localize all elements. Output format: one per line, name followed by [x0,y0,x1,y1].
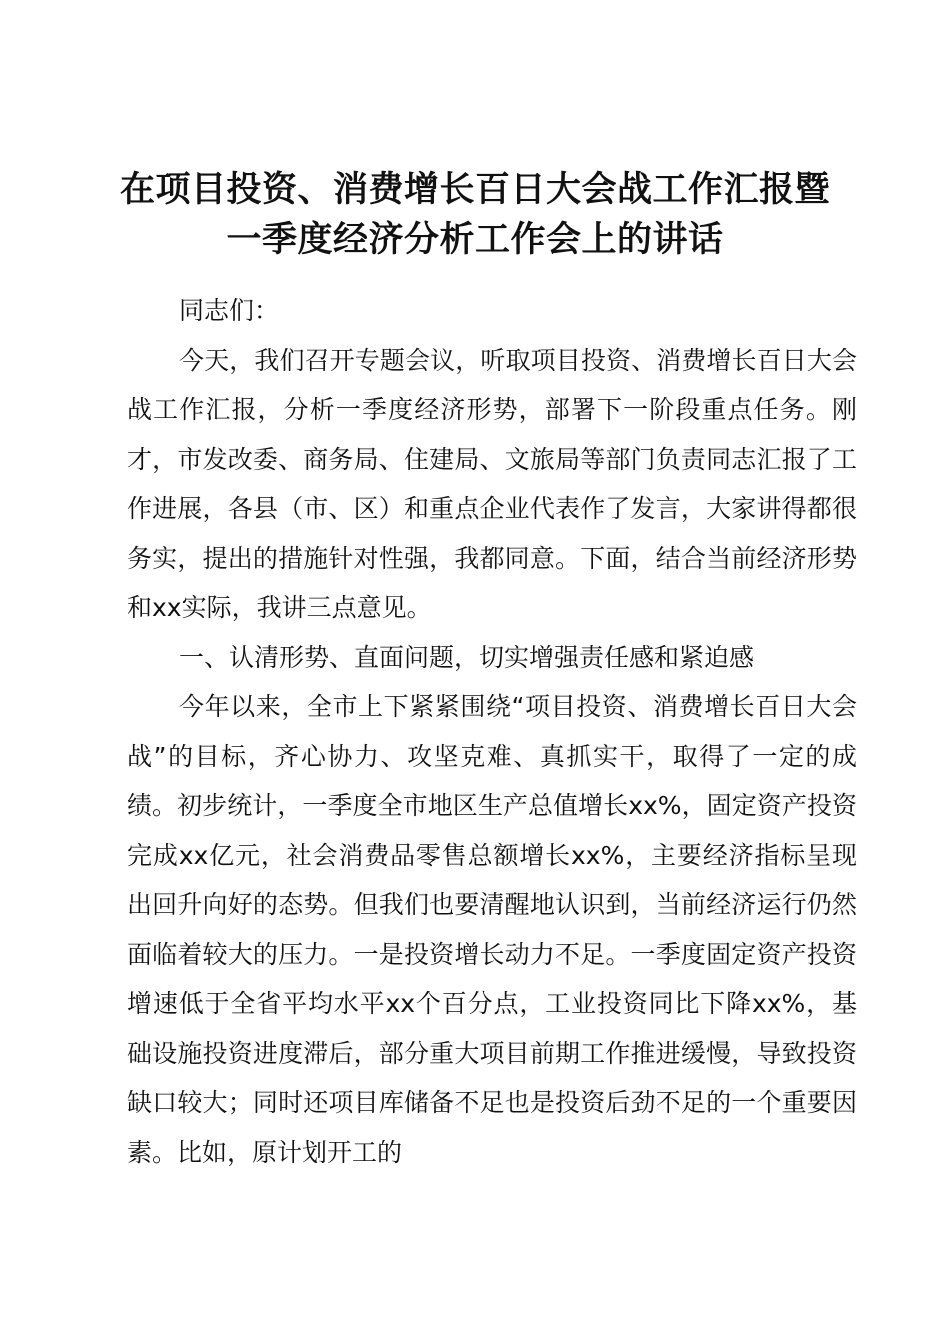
section-heading-1: 一、认清形势、直面问题，切实增强责任感和紧迫感 [179,642,755,672]
intro-paragraph: 今天，我们召开专题会议，听取项目投资、消费增长百日大会战工作汇报，分析一季度经济形势，部署下一阶段重点任务。刚才，市发改委、商务局、住建局、文旅局等部门负责同志汇报了工作进展，各县（市、区）和重点企业代表作了发言，大家讲得都很务实，提出的措施针对性强，我都同意。下面，结合当前经济形势和xx实际，我讲三点意见。 [127,345,857,622]
salutation: 同志们： [179,296,280,325]
document-body [127,286,857,1177]
section-1-paragraph: 今年以来，全市上下紧紧围绕“项目投资、消费增长百日大会战”的目标，齐心协力、攻坚克难、真抓实干，取得了一定的成绩。初步统计，一季度全市地区生产总值增长xx%，固定资产投资完成xx亿元，社会消费品零售总额增长xx%，主要经济指标呈现出回升向好的态势。但我们也要清醒地认识到，当前经济运行仍然面临着较大的压力。一是投资增长动力不足。一季度固定资产投资增速低于全省平均水平xx个百分点，工业投资同比下降xx%，基础设施投资进度滞后，部分重大项目前期工作推进缓慢，导致投资缺口较大；同时还项目库储备不足也是投资后劲不足的一个重要因素。比如，原计划开工的 [127,692,857,1167]
document-title-line2: 一季度经济分析工作会上的讲话 [226,220,724,260]
document-title-line1: 在项目投资、消费增长百日大会战工作汇报暨 [119,170,830,210]
